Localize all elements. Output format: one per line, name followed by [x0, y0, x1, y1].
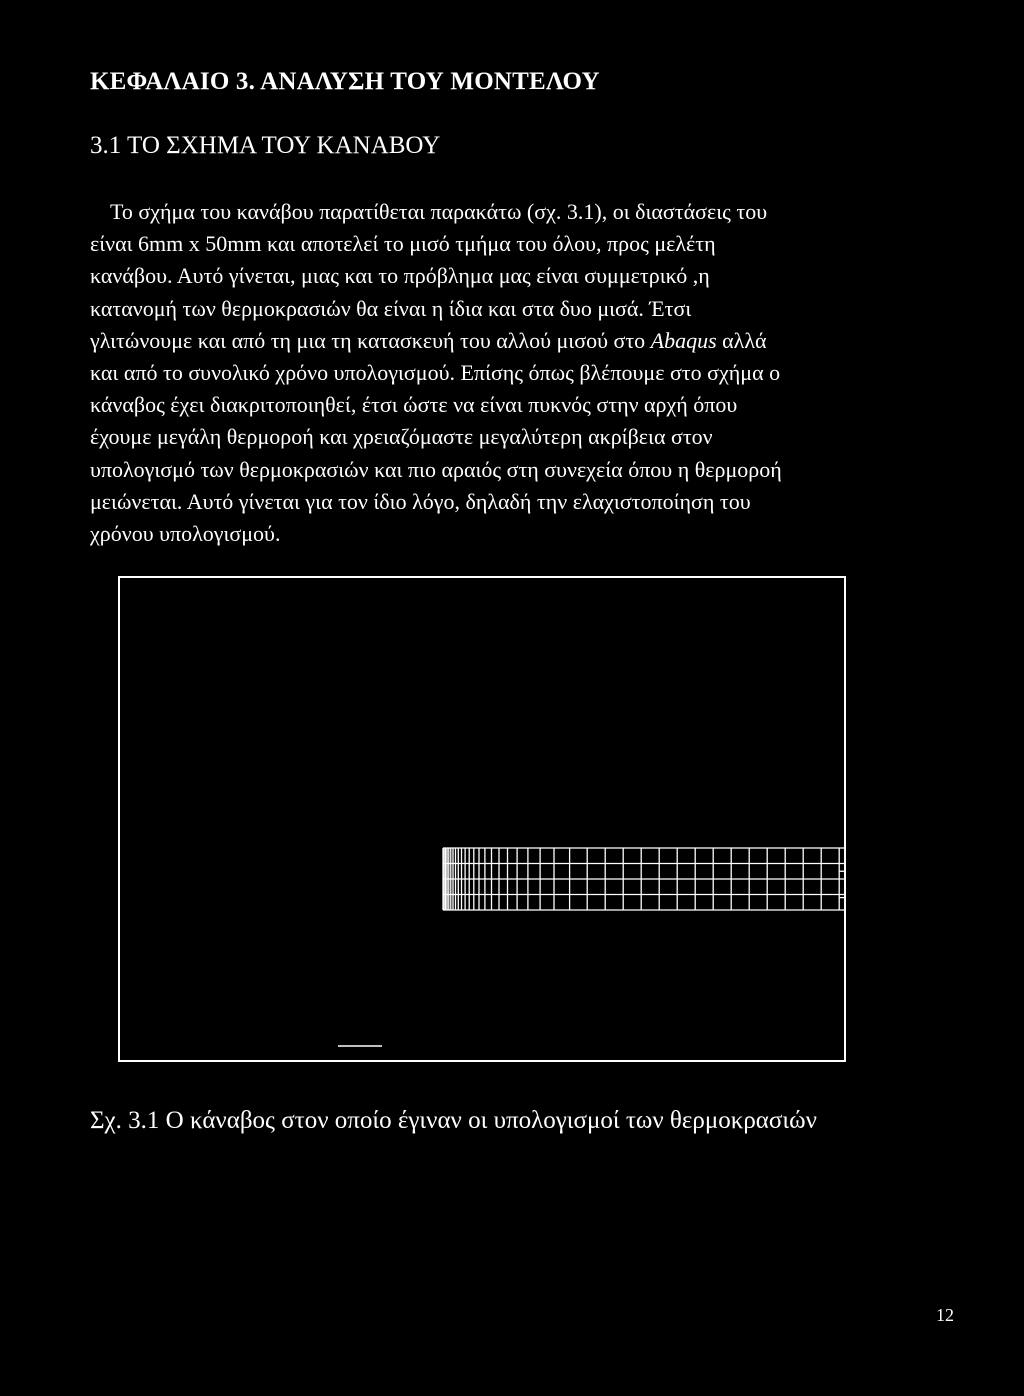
paragraph-line [90, 325, 970, 357]
software-name: Abaqus [650, 327, 717, 353]
paragraph-text: γλιτώνουμε και από τη μια τη κατασκευή του αλλού μισού στο [90, 327, 651, 353]
paragraph-line: Το σχήμα του κανάβου παρατίθεται παρακάτω (σχ. 3.1), οι διαστάσεις του [110, 199, 768, 224]
paragraph-line: έχουμε μεγάλη θερμορoή και χρειαζόμαστε μεγαλύτερη ακρίβεια στον [90, 424, 713, 450]
paragraph-line: υπολογισμό των θερμοκρασιών και πιο αραιός στη συνεχεία όπου η θερμορoή [90, 456, 782, 482]
paragraph-line: χρόνου υπολογισμού. [90, 521, 281, 547]
paragraph-line: κάναβος έχει διακριτοποιηθεί, έτσι ώστε να είναι πυκνός στην αρχή όπου [90, 392, 738, 418]
page-number: 12 [936, 1305, 954, 1325]
paragraph-line: κανάβου. Αυτό γίνεται, μιας και το πρόβλημα μας είναι συμμετρικό ,η [90, 263, 710, 289]
paragraph-line: κατανομή των θερμοκρασιών θα είναι η ίδια και στα δυο μισά. Έτσι [90, 295, 692, 321]
figure-caption: Σχ. 3.1 Ο κάναβος στον οποίο έγιναν οι υπολογισμοί των θερμοκρασιών [90, 1107, 817, 1134]
chapter-title: ΚΕΦΑΛΑΙΟ 3. ΑΝΑΛΥΣΗ ΤΟΥ ΜΟΝΤΕΛΟΥ [90, 68, 600, 95]
mesh-figure [118, 576, 846, 1062]
section-title: 3.1 ΤΟ ΣΧΗΜΑ ΤΟΥ ΚΑΝΑΒΟΥ [90, 132, 441, 159]
mesh-drawing [120, 578, 844, 1060]
paragraph-text: αλλά [716, 327, 767, 353]
body-paragraph [90, 196, 970, 550]
paragraph-line: μειώνεται. Αυτό γίνεται για τον ίδιο λόγο, δηλαδή την ελαχιστοποίηση του [90, 488, 751, 514]
paragraph-line: και από το συνολικό χρόνο υπολογισμού. Επίσης όπως βλέπουμε στο σχήμα ο [90, 360, 781, 386]
mesh-grid [443, 848, 844, 910]
paragraph-line: είναι 6mm x 50mm και αποτελεί το μισό τμήμα του όλου, προς μελέτη [90, 231, 716, 257]
